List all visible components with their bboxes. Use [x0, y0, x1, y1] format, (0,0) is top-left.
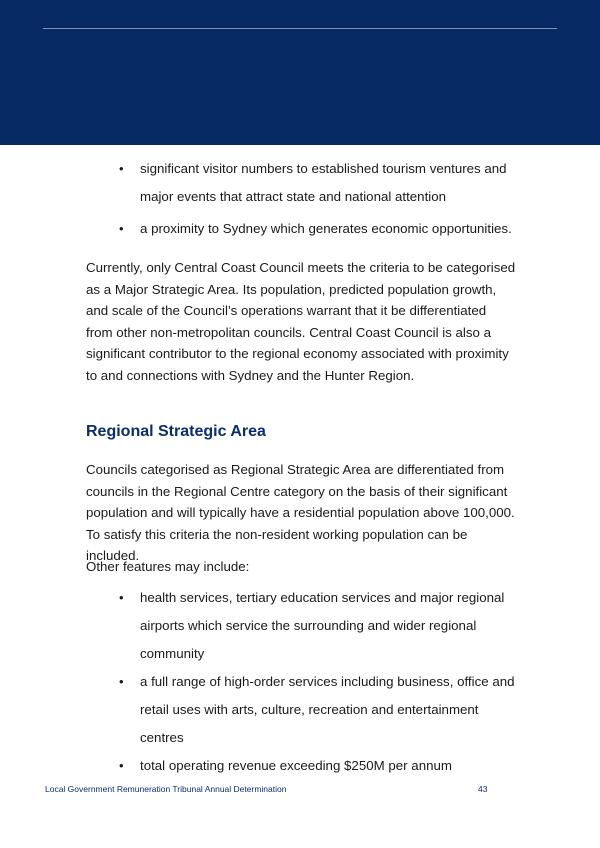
list-item: • health services, tertiary education services and major regional airports which service the surrounding and wider regional community — [0, 584, 600, 668]
header-banner — [0, 0, 600, 145]
feature-bullet-list — [0, 584, 600, 780]
top-bullet-list — [0, 155, 600, 243]
header-divider — [43, 28, 557, 29]
page-number: 43 — [478, 784, 488, 794]
footer-title: Local Government Remuneration Tribunal Annual Determination — [45, 784, 287, 794]
list-item: • total operating revenue exceeding $250M per annum — [0, 752, 600, 780]
list-item: • a proximity to Sydney which generates economic opportunities. — [0, 215, 600, 243]
features-intro: Other features may include: — [86, 559, 250, 574]
list-item: • significant visitor numbers to established tourism ventures and major events that attract state and national attention — [0, 155, 600, 211]
paragraph-regional-strategic-area: Councils categorised as Regional Strategic Area are differentiated from councils in the Regional Centre category on the basis of their significant population and will typically have a residential population above 100,000. To satisfy this criteria the non-resident working population can be included. — [86, 462, 515, 564]
list-item: • a full range of high-order services including business, office and retail uses with arts, culture, recreation and entertainment centres — [0, 668, 600, 752]
section-heading: Regional Strategic Area — [86, 423, 266, 440]
paragraph-major-strategic-area: Currently, only Central Coast Council meets the criteria to be categorised as a Major Strategic Area. Its population, predicted population growth, and scale of the Council’s operations warrant that it be differentiated from other non-metropolitan councils. Central Coast Council is also a significant contributor to the regional economy associated with proximity to and connections with Sydney and the Hunter Region. — [86, 260, 516, 383]
